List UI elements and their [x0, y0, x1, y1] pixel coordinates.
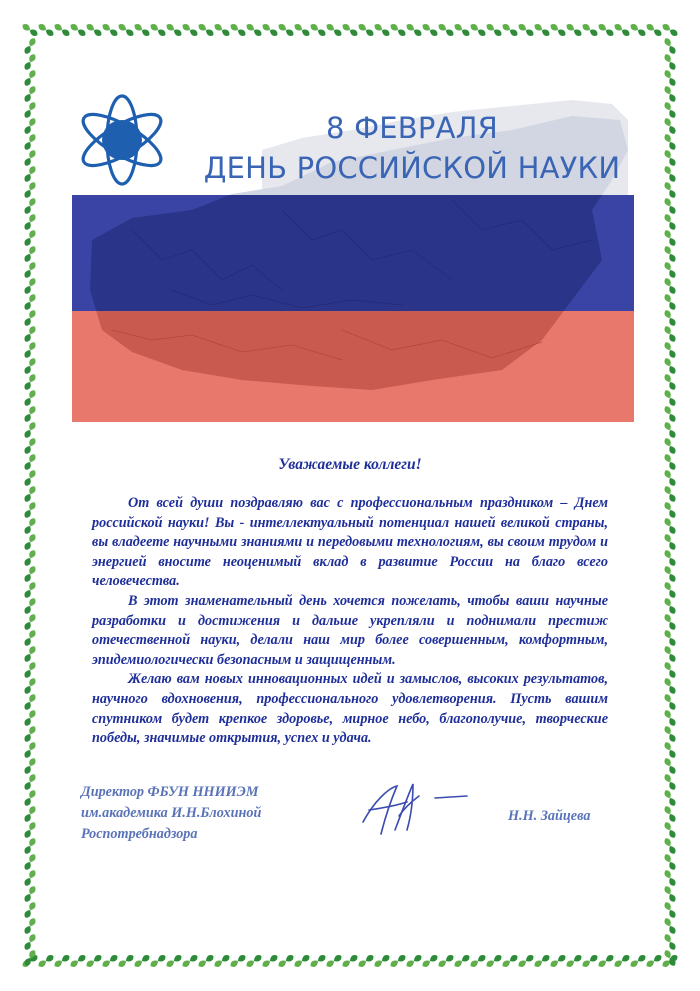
- border-leaf: [663, 149, 677, 168]
- border-leaf: [389, 22, 407, 37]
- border-leaf: [663, 133, 677, 152]
- border-leaf: [663, 613, 677, 632]
- border-leaf: [645, 22, 663, 37]
- border-leaf: [663, 37, 677, 56]
- border-leaf: [23, 117, 37, 136]
- border-leaf: [517, 953, 535, 968]
- border-leaf: [663, 725, 677, 744]
- signer-position: [81, 782, 261, 845]
- border-leaf: [341, 22, 359, 37]
- border-leaf: [663, 597, 677, 616]
- border-leaf: [117, 953, 135, 968]
- border-leaf: [309, 953, 327, 968]
- border-leaf: [663, 565, 677, 584]
- border-leaf: [213, 22, 231, 37]
- border-leaf: [485, 22, 503, 37]
- border-leaf: [325, 953, 343, 968]
- border-leaf: [663, 373, 677, 392]
- letter-body: [92, 494, 608, 749]
- border-leaf: [69, 22, 87, 37]
- border-leaf: [597, 953, 615, 968]
- border-leaf: [149, 22, 167, 37]
- border-leaf: [23, 837, 37, 856]
- border-leaf: [23, 853, 37, 872]
- border-leaf: [23, 405, 37, 424]
- border-leaf: [165, 22, 183, 37]
- border-leaf: [21, 22, 39, 37]
- border-leaf: [663, 629, 677, 648]
- border-leaf: [663, 917, 677, 936]
- border-leaf: [293, 953, 311, 968]
- border-leaf: [663, 741, 677, 760]
- border-leaf: [565, 22, 583, 37]
- border-leaf: [565, 953, 583, 968]
- border-leaf: [485, 953, 503, 968]
- border-leaf: [23, 901, 37, 920]
- border-leaf: [663, 885, 677, 904]
- border-leaf: [453, 22, 471, 37]
- border-leaf: [663, 693, 677, 712]
- border-leaf: [517, 22, 535, 37]
- border-leaf: [373, 953, 391, 968]
- paragraph-1: От всей души поздравляю вас с профессиональным праздником – Днем российской науки! Вы - интеллектуальный потенциал нашей великой страны, вы владеете научными знаниями и передовыми технологиям, вы своим трудом и энергией вносите неоценимый вклад в развитие России на благо всего человечества.: [92, 495, 608, 590]
- border-leaf: [23, 725, 37, 744]
- border-leaf: [629, 953, 647, 968]
- banner-title: ДЕНЬ РОССИЙСКОЙ НАУКИ: [203, 151, 621, 185]
- border-leaf: [613, 22, 631, 37]
- border-leaf: [663, 261, 677, 280]
- border-leaf: [23, 757, 37, 776]
- border-leaf: [663, 53, 677, 72]
- border-leaf: [213, 953, 231, 968]
- border-leaf: [23, 85, 37, 104]
- border-leaf: [23, 933, 37, 952]
- border-leaf: [421, 22, 439, 37]
- border-leaf: [23, 357, 37, 376]
- banner-date: 8 ФЕВРАЛЯ: [326, 111, 498, 145]
- border-leaf: [23, 549, 37, 568]
- border-leaf: [663, 485, 677, 504]
- border-leaf: [597, 22, 615, 37]
- border-leaf: [229, 22, 247, 37]
- border-leaf: [663, 341, 677, 360]
- border-leaf: [23, 581, 37, 600]
- border-leaf: [23, 309, 37, 328]
- signer-name: Н.Н. Зайцева: [508, 808, 591, 824]
- border-leaf: [663, 181, 677, 200]
- border-leaf: [469, 22, 487, 37]
- border-leaf: [23, 661, 37, 680]
- border-leaf: [53, 953, 71, 968]
- border-leaf: [663, 661, 677, 680]
- border-leaf: [663, 421, 677, 440]
- border-leaf: [663, 117, 677, 136]
- border-leaf: [663, 229, 677, 248]
- border-leaf: [23, 821, 37, 840]
- science-day-banner: [72, 90, 634, 422]
- border-leaf: [453, 953, 471, 968]
- border-leaf: [23, 181, 37, 200]
- border-leaf: [501, 953, 519, 968]
- border-leaf: [23, 341, 37, 360]
- border-leaf: [23, 69, 37, 88]
- border-leaf: [23, 485, 37, 504]
- border-leaf: [663, 709, 677, 728]
- border-leaf: [53, 22, 71, 37]
- border-leaf: [23, 229, 37, 248]
- border-leaf: [663, 165, 677, 184]
- border-leaf: [277, 953, 295, 968]
- border-leaf: [23, 261, 37, 280]
- border-leaf: [23, 373, 37, 392]
- border-leaf: [663, 69, 677, 88]
- border-leaf: [533, 953, 551, 968]
- border-leaf: [501, 22, 519, 37]
- border-leaf: [23, 789, 37, 808]
- border-leaf: [23, 741, 37, 760]
- border-leaf: [663, 549, 677, 568]
- border-leaf: [663, 437, 677, 456]
- border-leaf: [309, 22, 327, 37]
- border-leaf: [663, 245, 677, 264]
- border-leaf: [663, 901, 677, 920]
- border-leaf: [663, 293, 677, 312]
- border-leaf: [23, 869, 37, 888]
- border-leaf: [181, 953, 199, 968]
- border-leaf: [23, 133, 37, 152]
- border-leaf: [663, 101, 677, 120]
- border-leaf: [581, 22, 599, 37]
- border-leaf: [533, 22, 551, 37]
- border-leaf: [23, 533, 37, 552]
- border-leaf: [23, 805, 37, 824]
- border-leaf: [23, 325, 37, 344]
- border-leaf: [293, 22, 311, 37]
- handwritten-signature: [355, 780, 475, 840]
- border-leaf: [341, 953, 359, 968]
- border-leaf: [663, 501, 677, 520]
- border-leaf: [23, 277, 37, 296]
- border-leaf: [165, 953, 183, 968]
- paragraph-2: В этот знаменательный день хочется пожелать, чтобы ваши научные разработки и достижения и дальше укрепляли и поднимали престиж отечественной науки, делали наш мир более совершенным, комфортным, эпидемиологически безопасным и защищенным.: [92, 592, 608, 668]
- border-leaf: [373, 22, 391, 37]
- border-leaf: [23, 53, 37, 72]
- border-leaf: [245, 953, 263, 968]
- border-leaf: [149, 953, 167, 968]
- border-leaf: [663, 837, 677, 856]
- border-leaf: [663, 533, 677, 552]
- border-leaf: [245, 22, 263, 37]
- paragraph-3: Желаю вам новых инновационных идей и замыслов, высоких результатов, научного вдохновения, профессионального удовлетворения. Пусть вашим спутником будет крепкое здоровье, мирное небо, благополучие, творческие победы, значимые открытия, успех и удача.: [92, 671, 608, 747]
- border-leaf: [663, 645, 677, 664]
- border-leaf: [23, 917, 37, 936]
- border-leaf: [663, 853, 677, 872]
- border-leaf: [23, 885, 37, 904]
- border-leaf: [117, 22, 135, 37]
- border-leaf: [325, 22, 343, 37]
- border-leaf: [23, 629, 37, 648]
- border-leaf: [405, 22, 423, 37]
- border-leaf: [663, 213, 677, 232]
- border-leaf: [37, 953, 55, 968]
- border-leaf: [23, 693, 37, 712]
- border-leaf: [663, 933, 677, 952]
- border-leaf: [23, 565, 37, 584]
- border-leaf: [437, 953, 455, 968]
- border-leaf: [261, 22, 279, 37]
- border-leaf: [37, 22, 55, 37]
- border-leaf: [663, 677, 677, 696]
- border-leaf: [23, 501, 37, 520]
- border-leaf: [23, 613, 37, 632]
- border-leaf: [437, 22, 455, 37]
- border-leaf: [197, 953, 215, 968]
- border-leaf: [23, 213, 37, 232]
- border-leaf: [663, 869, 677, 888]
- border-leaf: [23, 101, 37, 120]
- border-leaf: [663, 389, 677, 408]
- border-leaf: [23, 709, 37, 728]
- greeting-heading: Уважаемые коллеги!: [278, 456, 422, 473]
- border-leaf: [663, 757, 677, 776]
- border-leaf: [645, 953, 663, 968]
- border-leaf: [613, 953, 631, 968]
- border-leaf: [663, 85, 677, 104]
- border-leaf: [663, 773, 677, 792]
- border-leaf: [133, 22, 151, 37]
- border-leaf: [663, 197, 677, 216]
- border-leaf: [23, 37, 37, 56]
- border-leaf: [663, 405, 677, 424]
- border-leaf: [101, 953, 119, 968]
- border-leaf: [197, 22, 215, 37]
- border-leaf: [23, 389, 37, 408]
- border-leaf: [23, 597, 37, 616]
- border-leaf: [133, 953, 151, 968]
- border-leaf: [23, 677, 37, 696]
- border-leaf: [629, 22, 647, 37]
- border-leaf: [663, 805, 677, 824]
- border-leaf: [357, 22, 375, 37]
- border-leaf: [23, 645, 37, 664]
- border-leaf: [277, 22, 295, 37]
- border-leaf: [663, 309, 677, 328]
- border-leaf: [549, 953, 567, 968]
- border-leaf: [23, 773, 37, 792]
- border-leaf: [663, 277, 677, 296]
- border-leaf: [69, 953, 87, 968]
- border-leaf: [23, 197, 37, 216]
- border-leaf: [421, 953, 439, 968]
- border-leaf: [405, 953, 423, 968]
- border-leaf: [581, 953, 599, 968]
- position-line-2: им.академика И.Н.Блохиной: [81, 805, 262, 821]
- border-leaf: [661, 22, 679, 37]
- border-leaf: [663, 581, 677, 600]
- position-line-1: Директор ФБУН ННИИЭМ: [81, 784, 259, 800]
- border-leaf: [663, 821, 677, 840]
- border-leaf: [469, 953, 487, 968]
- border-leaf: [101, 22, 119, 37]
- border-leaf: [389, 953, 407, 968]
- position-line-3: Роспотребнадзора: [81, 826, 198, 842]
- border-leaf: [181, 22, 199, 37]
- border-leaf: [663, 357, 677, 376]
- border-leaf: [357, 953, 375, 968]
- border-leaf: [663, 517, 677, 536]
- border-leaf: [23, 293, 37, 312]
- border-leaf: [23, 421, 37, 440]
- border-leaf: [549, 22, 567, 37]
- border-leaf: [23, 149, 37, 168]
- border-leaf: [663, 789, 677, 808]
- border-leaf: [261, 953, 279, 968]
- border-leaf: [23, 437, 37, 456]
- border-leaf: [229, 953, 247, 968]
- border-leaf: [85, 953, 103, 968]
- border-leaf: [23, 517, 37, 536]
- border-leaf: [85, 22, 103, 37]
- border-leaf: [663, 325, 677, 344]
- border-leaf: [23, 165, 37, 184]
- border-leaf: [23, 245, 37, 264]
